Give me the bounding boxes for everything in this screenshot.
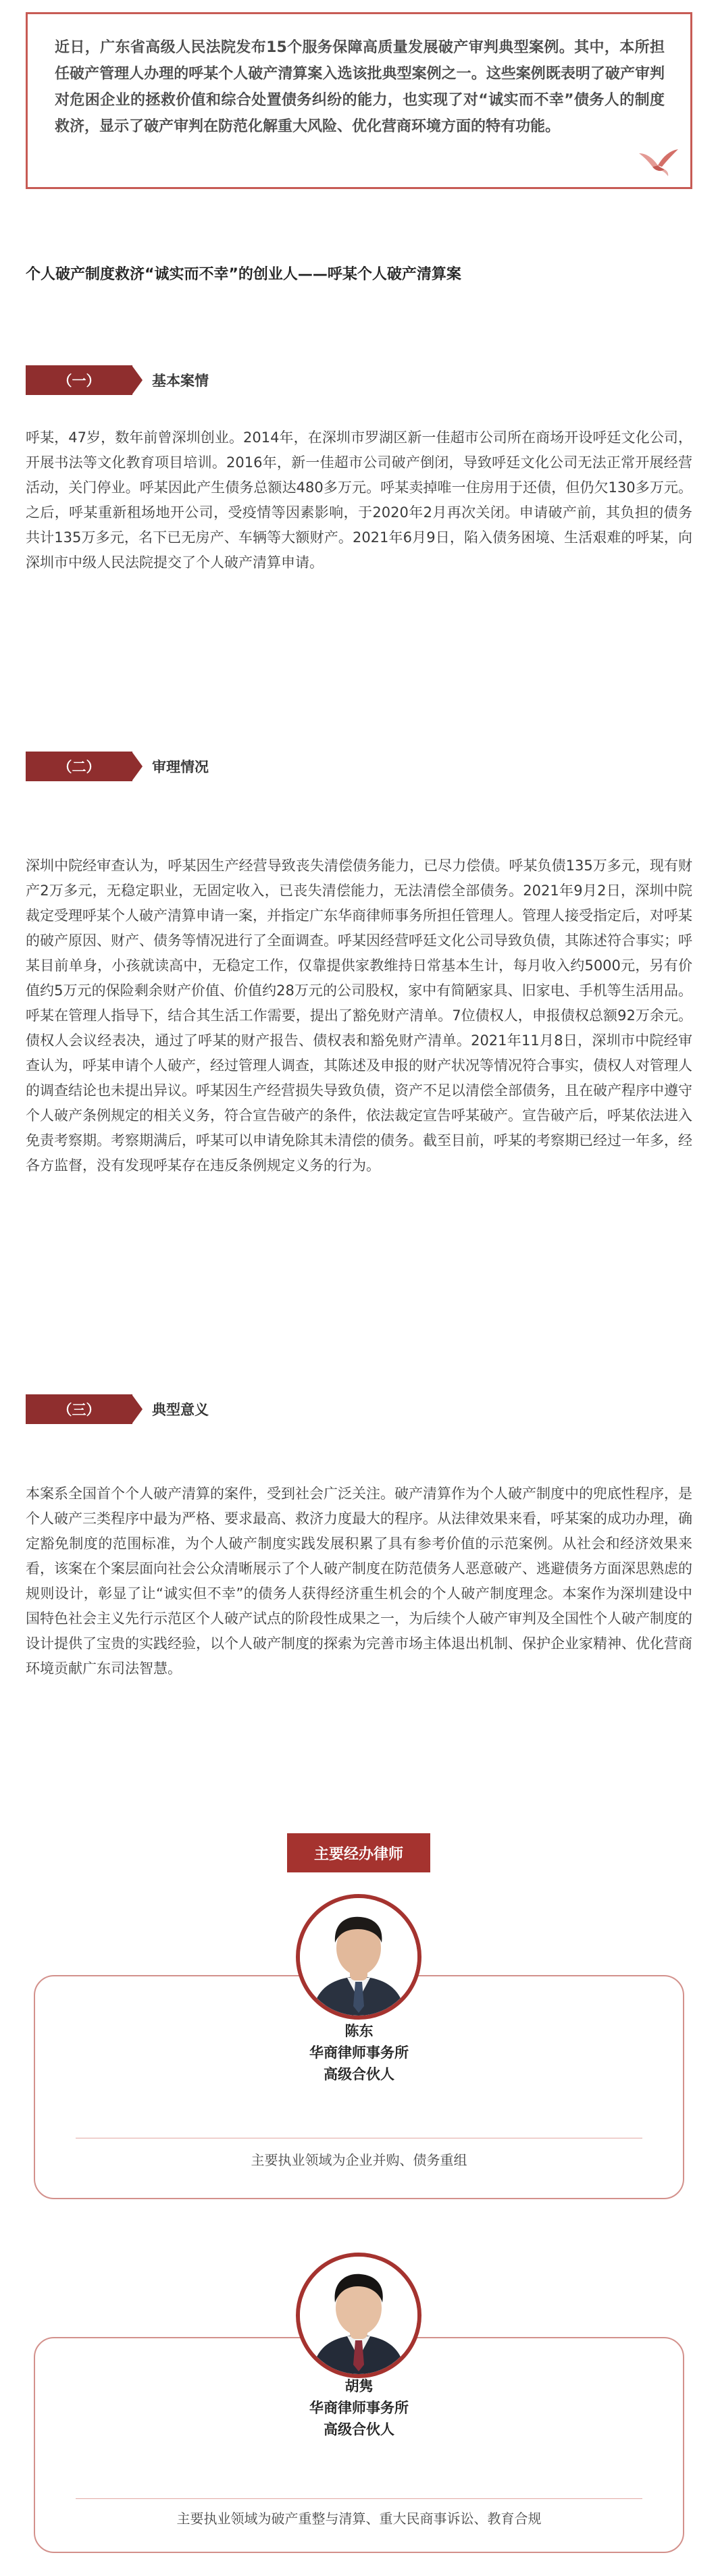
case-title: 个人破产制度救济“诚实而不幸”的创业人——呼某个人破产清算案 xyxy=(26,266,461,283)
section-tag: （三） xyxy=(26,1394,132,1424)
lawyer-name: 陈东 xyxy=(344,2023,374,2039)
intro-box xyxy=(26,12,692,189)
section-tag: （一） xyxy=(26,365,132,395)
intro-text: 近日，广东省高级人民法院发布15个服务保障高质量发展破产审判典型案例。其中，本所担任破产管理人办理的呼某个人破产清算案入选该批典型案例之一。这些案例既表明了破产审判对危困企业的拯救价值和综合处置债务纠纷的能力，也实现了对“诚实而不幸”债务人的制度救济，显示了破产审判在防范化解重大风险、优化营商环境方面的特有功能。 xyxy=(55,39,665,135)
lawyer-title: 高级合伙人 xyxy=(324,2421,394,2438)
lawyer-title: 高级合伙人 xyxy=(324,2066,394,2082)
tag-arrow-icon xyxy=(132,365,143,395)
lawyer-practice: 主要执业领域为企业并购、债务重组 xyxy=(251,2152,467,2168)
portrait-icon xyxy=(300,2257,417,2374)
section-body-basic-facts: 呼某，47岁，数年前曾深圳创业。2014年，在深圳市罗湖区新一佳超市公司所在商场开设呼廷文化公司，开展书法等文化教育项目培训。2016年，新一佳超市公司破产倒闭，导致呼廷文化公司无法正常开展经营活动，关门停业。呼某因此产生债务总额达480多万元。呼某卖掉唯一住房用于还债，但仍欠130多万元。之后，呼某重新租场地开公司，受疫情等因素影响，于2020年2月再次关闭。申请破产前，其负担的债务共计135万多元，名下已无房产、车辆等大额财产。2021年6月9日，陷入债务困境、生活艰难的呼某，向深圳市中级人民法院提交了个人破产清算申请。 xyxy=(26,429,692,571)
section-body-significance: 本案系全国首个个人破产清算的案件，受到社会广泛关注。破产清算作为个人破产制度中的兜底性程序，是个人破产三类程序中最为严格、要求最高、救济力度最大的程序。从法律效果来看，呼某案的成功办理，确定豁免制度的范围标准，为个人破产制度实践发展积累了具有参考价值的示范案例。从社会和经济效果来看，该案在个案层面向社会公众清晰展示了个人破产制度在防范债务人恶意破产、逃避债务方面深思熟虑的规则设计，彰显了让“诚实但不幸”的债务人获得经济重生机会的个人破产制度理念。本案作为深圳建设中国特色社会主义先行示范区个人破产试点的阶段性成果之一，为后续个人破产审判及全国性个人破产制度的设计提供了宝贵的实践经验，以个人破产制度的探索为完善市场主体退出机制、保护企业家精神、优化营商环境贡献广东司法智慧。 xyxy=(26,1486,692,1677)
section-header-basic-facts xyxy=(26,365,209,395)
lawyers-heading: 主要经办律师 xyxy=(287,1833,430,1872)
section-header-trial xyxy=(26,752,209,781)
lawyer-avatar xyxy=(296,1894,421,2020)
lawyer-practice: 主要执业领域为破产重整与清算、重大民商事诉讼、教育合规 xyxy=(176,2511,542,2527)
section-body-trial: 深圳中院经审查认为，呼某因生产经营导致丧失清偿债务能力，已尽力偿债。呼某负债135万多元，现有财产2万多元，无稳定职业，无固定收入，已丧失清偿能力，无法清偿全部债务。2021年9月2日，深圳中院裁定受理呼某个人破产清算申请一案，并指定广东华商律师事务所担任管理人。管理人接受指定后，对呼某的破产原因、财产、债务等情况进行了全面调查。呼某因经营呼廷文化公司导致负债，其陈述符合事实；呼某目前单身，小孩就读高中，无稳定工作，仅靠提供家教维持日常基本生计，每月收入约5000元，另有价值约5万元的保险剩余财产价值、价值约28万元的公司股权，家中有简陋家具、旧家电、手机等生活用品。呼某在管理人指导下，结合其生活工作需要，提出了豁免财产清单。7位债权人，申报债权总额92万余元。债权人会议经表决，通过了呼某的财产报告、债权表和豁免财产清单。2021年11月8日，深圳市中院经审查认为，呼某申请个人破产，经过管理人调查，其陈述及申报的财产状况等情况符合事实，债权人对管理人的调查结论也未提出异议。呼某因生产经营损失导致负债，资产不足以清偿全部债务，且在破产程序中遵守个人破产条例规定的相关义务，符合宣告破产的条件，依法裁定宣告呼某破产。宣告破产后，呼某依法进入免责考察期。考察期满后，呼某可以申请免除其未清偿的债务。截至目前，呼某的考察期已经过一年多，经各方监督，没有发现呼某存在违反条例规定义务的行为。 xyxy=(26,858,692,1174)
portrait-icon xyxy=(300,1898,417,2016)
tag-arrow-icon xyxy=(132,1394,143,1424)
section-header-significance xyxy=(26,1394,209,1424)
lawyer-avatar xyxy=(296,2253,421,2378)
section-title: 审理情况 xyxy=(152,759,209,775)
section-tag: （二） xyxy=(26,752,132,781)
section-title: 典型意义 xyxy=(152,1402,209,1418)
section-title: 基本案情 xyxy=(152,373,209,389)
lawyer-firm: 华商律师事务所 xyxy=(309,2045,409,2061)
lawyer-firm: 华商律师事务所 xyxy=(309,2400,409,2416)
bird-ornament-icon xyxy=(638,145,679,178)
lawyer-name: 胡隽 xyxy=(344,2378,374,2394)
tag-arrow-icon xyxy=(132,752,143,781)
card-divider xyxy=(76,2498,642,2499)
